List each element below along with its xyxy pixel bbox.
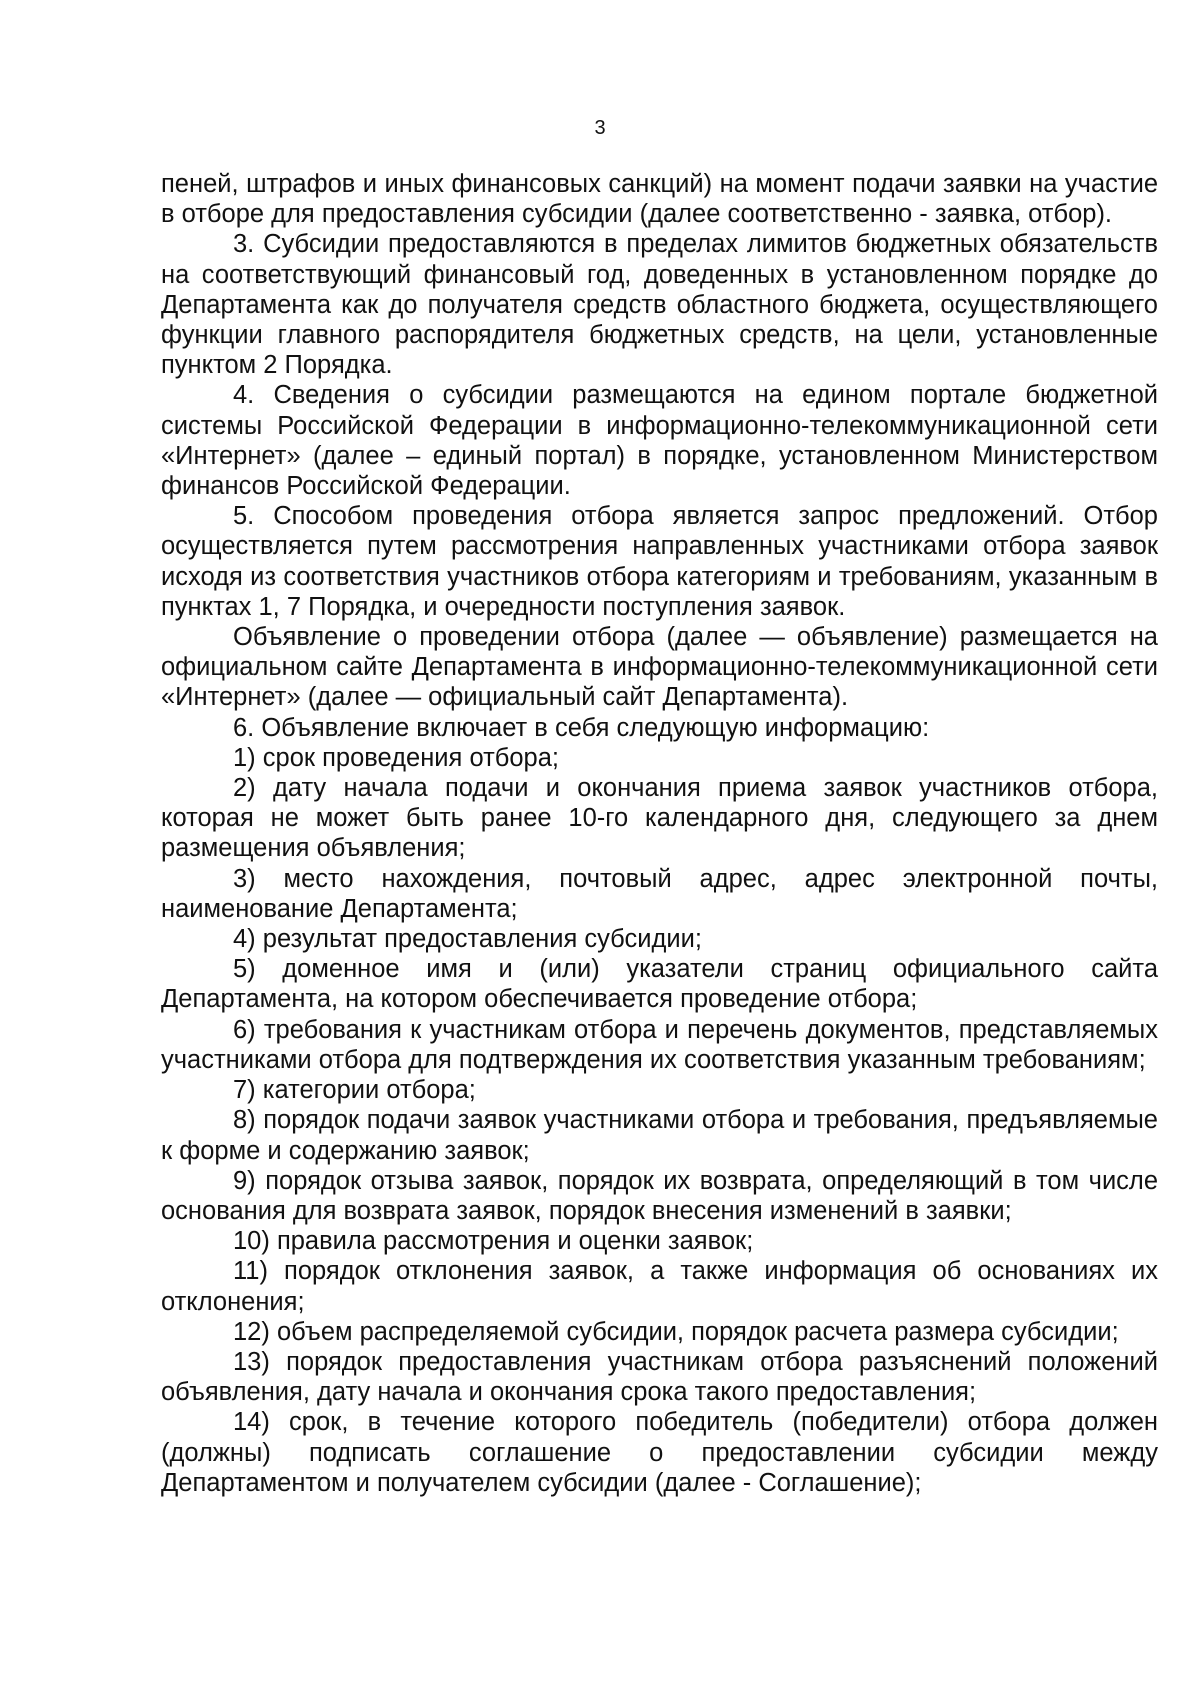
paragraph-continuation: пеней, штрафов и иных финансовых санкций) на момент подачи заявки на участие в отборе для предоставления субсидии (далее соответственно - заявка, отбор). [161, 170, 1158, 229]
list-item-4: 4) результат предоставления субсидии; [233, 925, 702, 954]
list-item-5: 5) доменное имя и (или) указатели страниц официального сайта Департамента, на котором обеспечивается проведение отбора; [161, 955, 1158, 1014]
list-item-12: 12) объем распределяемой субсидии, порядок расчета размера субсидии; [233, 1317, 1119, 1346]
list-item-14: 14) срок, в течение которого победитель (победители) отбора должен (должны) подписать соглашение о предоставлении субсидии между Департаментом и получателем субсидии (далее - Соглашение); [161, 1408, 1158, 1497]
document-body [161, 169, 1158, 1498]
list-item-8: 8) порядок подачи заявок участниками отбора и требования, предъявляемые к форме и содержанию заявок; [161, 1106, 1158, 1165]
list-item-2: 2) дату начала подачи и окончания приема заявок участников отбора, которая не может быть ранее 10-го календарного дня, следующего за днем размещения объявления; [161, 774, 1158, 863]
paragraph-item-6: 6. Объявление включает в себя следующую информацию: [233, 713, 930, 742]
list-item-10: 10) правила рассмотрения и оценки заявок; [233, 1227, 754, 1256]
list-item-13: 13) порядок предоставления участникам отбора разъяснений положений объявления, дату начала и окончания срока такого предоставления; [161, 1347, 1158, 1407]
paragraph-item-3: 3. Субсидии предоставляются в пределах лимитов бюджетных обязательств на соответствующий финансовый год, доведенных в установленном порядке до Департамента как до получателя средств областного бюджета, осуществляющего функции главного распорядителя бюджетных средств, на цели, установленные пунктом 2 Порядка. [161, 230, 1158, 380]
page-number: 3 [594, 117, 606, 139]
list-item-3: 3) место нахождения, почтовый адрес, адрес электронной почты, наименование Департамента; [161, 864, 1158, 923]
list-item-1: 1) срок проведения отбора; [233, 743, 559, 772]
list-item-9: 9) порядок отзыва заявок, порядок их возврата, определяющий в том числе основания для возврата заявок, порядок внесения изменений в заявки; [161, 1166, 1158, 1225]
list-item-6: 6) требования к участникам отбора и перечень документов, представляемых участниками отбора для подтверждения их соответствия указанным требованиям; [161, 1015, 1158, 1074]
list-item-7: 7) категории отбора; [233, 1076, 476, 1105]
paragraph-item-5: 5. Способом проведения отбора является запрос предложений. Отбор осуществляется путем рассмотрения направленных участниками отбора заявок исходя из соответствия участников отбора категориям и требованиям, указанным в пунктах 1, 7 Порядка, и очередности поступления заявок. [161, 502, 1158, 621]
paragraph-announcement: Объявление о проведении отбора (далее — объявление) размещается на официальном сайте Департамента в информационно-телекоммуникационной сети «Интернет» (далее — официальный сайт Департамента). [161, 623, 1158, 712]
paragraph-item-4: 4. Сведения о субсидии размещаются на едином портале бюджетной системы Российской Федерации в информационно-телекоммуникационной сети «Интернет» (далее – единый портал) в порядке, установленном Министерством финансов Российской Федерации. [161, 381, 1158, 501]
list-item-11: 11) порядок отклонения заявок, а также информация об основаниях их отклонения; [161, 1257, 1158, 1316]
